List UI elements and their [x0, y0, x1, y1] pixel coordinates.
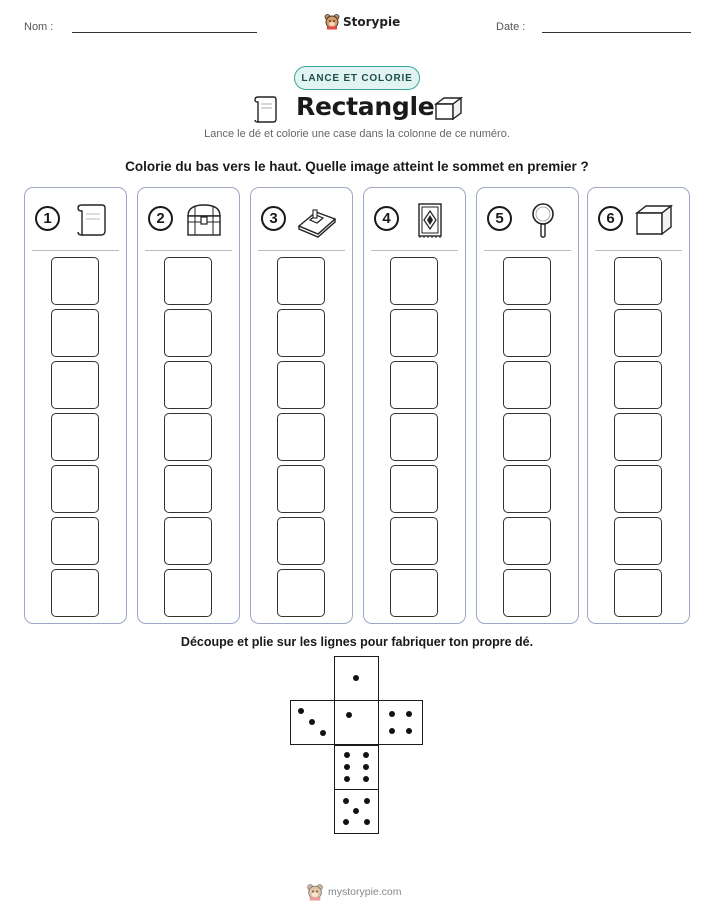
column-number: 1	[35, 206, 60, 231]
die-face-4	[378, 700, 423, 745]
magnifying-glass-icon	[522, 202, 564, 238]
color-cell[interactable]	[390, 413, 438, 461]
color-cell[interactable]	[51, 569, 99, 617]
color-cell[interactable]	[614, 257, 662, 305]
color-cell[interactable]	[614, 517, 662, 565]
color-cell[interactable]	[164, 465, 212, 513]
column-3	[250, 187, 353, 624]
activity-badge: LANCE ET COLORIE	[294, 66, 420, 90]
die-face-6	[334, 745, 379, 790]
color-cell[interactable]	[614, 413, 662, 461]
color-cell[interactable]	[277, 361, 325, 409]
color-cell[interactable]	[277, 257, 325, 305]
color-cell[interactable]	[277, 465, 325, 513]
column-number: 5	[487, 206, 512, 231]
color-cell[interactable]	[614, 465, 662, 513]
color-cell[interactable]	[51, 309, 99, 357]
brand-name: Storypie	[343, 14, 401, 29]
cube-icon	[432, 94, 464, 122]
color-cell[interactable]	[164, 569, 212, 617]
column-number: 3	[261, 206, 286, 231]
color-cell[interactable]	[390, 309, 438, 357]
color-cell[interactable]	[614, 309, 662, 357]
column-2	[137, 187, 240, 624]
name-line	[72, 32, 257, 33]
color-cell[interactable]	[390, 569, 438, 617]
cut-instruction: Découpe et plie sur les lignes pour fabriquer ton propre dé.	[180, 635, 534, 649]
cube-icon	[633, 202, 675, 238]
die-face-center	[334, 700, 379, 745]
die-face-5	[334, 789, 379, 834]
color-cell[interactable]	[277, 517, 325, 565]
color-cell[interactable]	[51, 465, 99, 513]
color-cell[interactable]	[503, 465, 551, 513]
color-cell[interactable]	[390, 257, 438, 305]
column-number: 4	[374, 206, 399, 231]
bear-icon	[324, 13, 340, 30]
color-cell[interactable]	[503, 257, 551, 305]
color-cell[interactable]	[164, 257, 212, 305]
subtitle: Lance le dé et colorie une case dans la colonne de ce numéro.	[204, 128, 510, 140]
brand-logo	[324, 13, 400, 30]
color-cell[interactable]	[503, 413, 551, 461]
color-cell[interactable]	[503, 309, 551, 357]
treasure-chest-icon	[183, 202, 225, 238]
name-label: Nom :	[24, 21, 54, 33]
die-net	[290, 656, 426, 836]
die-face-3	[290, 700, 335, 745]
color-cell[interactable]	[503, 517, 551, 565]
color-cell[interactable]	[164, 517, 212, 565]
pencil-case-icon	[296, 202, 338, 238]
color-cell[interactable]	[51, 413, 99, 461]
color-cell[interactable]	[390, 517, 438, 565]
bear-icon	[306, 883, 324, 901]
column-5	[476, 187, 579, 624]
rug-icon	[409, 202, 451, 238]
color-cell[interactable]	[51, 257, 99, 305]
color-cell[interactable]	[277, 309, 325, 357]
color-cell[interactable]	[164, 413, 212, 461]
date-label: Date :	[496, 21, 526, 33]
color-cell[interactable]	[614, 361, 662, 409]
date-line	[542, 32, 691, 33]
die-face-1	[334, 656, 379, 701]
page-title: Rectangle	[296, 92, 435, 121]
race-columns	[24, 187, 690, 624]
color-cell[interactable]	[614, 569, 662, 617]
column-4	[363, 187, 466, 624]
color-cell[interactable]	[390, 465, 438, 513]
color-cell[interactable]	[164, 309, 212, 357]
footer	[306, 883, 402, 901]
column-1	[24, 187, 127, 624]
color-cell[interactable]	[164, 361, 212, 409]
column-number: 6	[598, 206, 623, 231]
color-cell[interactable]	[51, 517, 99, 565]
color-cell[interactable]	[503, 569, 551, 617]
instruction: Colorie du bas vers le haut. Quelle image atteint le sommet en premier ?	[125, 159, 589, 174]
color-cell[interactable]	[277, 413, 325, 461]
footer-url: mystorypie.com	[328, 886, 402, 898]
column-6	[587, 187, 690, 624]
column-number: 2	[148, 206, 173, 231]
scroll-icon	[252, 93, 280, 125]
color-cell[interactable]	[390, 361, 438, 409]
scroll-icon	[70, 202, 112, 238]
color-cell[interactable]	[51, 361, 99, 409]
color-cell[interactable]	[503, 361, 551, 409]
color-cell[interactable]	[277, 569, 325, 617]
